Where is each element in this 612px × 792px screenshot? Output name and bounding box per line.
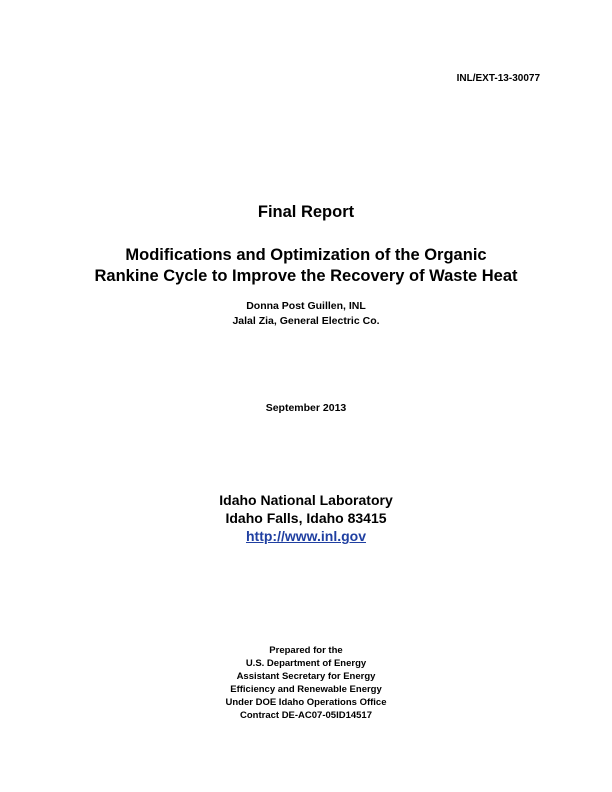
author: Donna Post Guillen, INL	[246, 300, 366, 312]
report-date: September 2013	[265, 402, 347, 414]
organization-name: Idaho National Laboratory	[219, 492, 393, 508]
prepared-for-line: Assistant Secretary for Energy	[236, 671, 376, 682]
organization-address: Idaho Falls, Idaho 83415	[225, 510, 387, 526]
title-line: Modifications and Optimization of the Organic	[125, 246, 487, 264]
author: Jalal Zia, General Electric Co.	[232, 315, 380, 327]
organization-website-link[interactable]: http://www.inl.gov	[245, 528, 367, 544]
author-list	[0, 299, 612, 329]
prepared-for-block	[0, 644, 612, 722]
organization-block	[0, 491, 612, 545]
prepared-for-line: Contract DE-AC07-05ID14517	[240, 710, 372, 721]
title-line: Rankine Cycle to Improve the Recovery of Waste Heat	[94, 267, 518, 285]
prepared-for-line: U.S. Department of Energy	[245, 658, 367, 669]
report-number: INL/EXT-13-30077	[456, 73, 540, 84]
report-type-heading: Final Report	[257, 203, 355, 221]
report-title	[0, 245, 612, 287]
prepared-for-line: Under DOE Idaho Operations Office	[225, 697, 387, 708]
prepared-for-line: Efficiency and Renewable Energy	[230, 684, 382, 695]
prepared-for-line: Prepared for the	[269, 645, 343, 656]
